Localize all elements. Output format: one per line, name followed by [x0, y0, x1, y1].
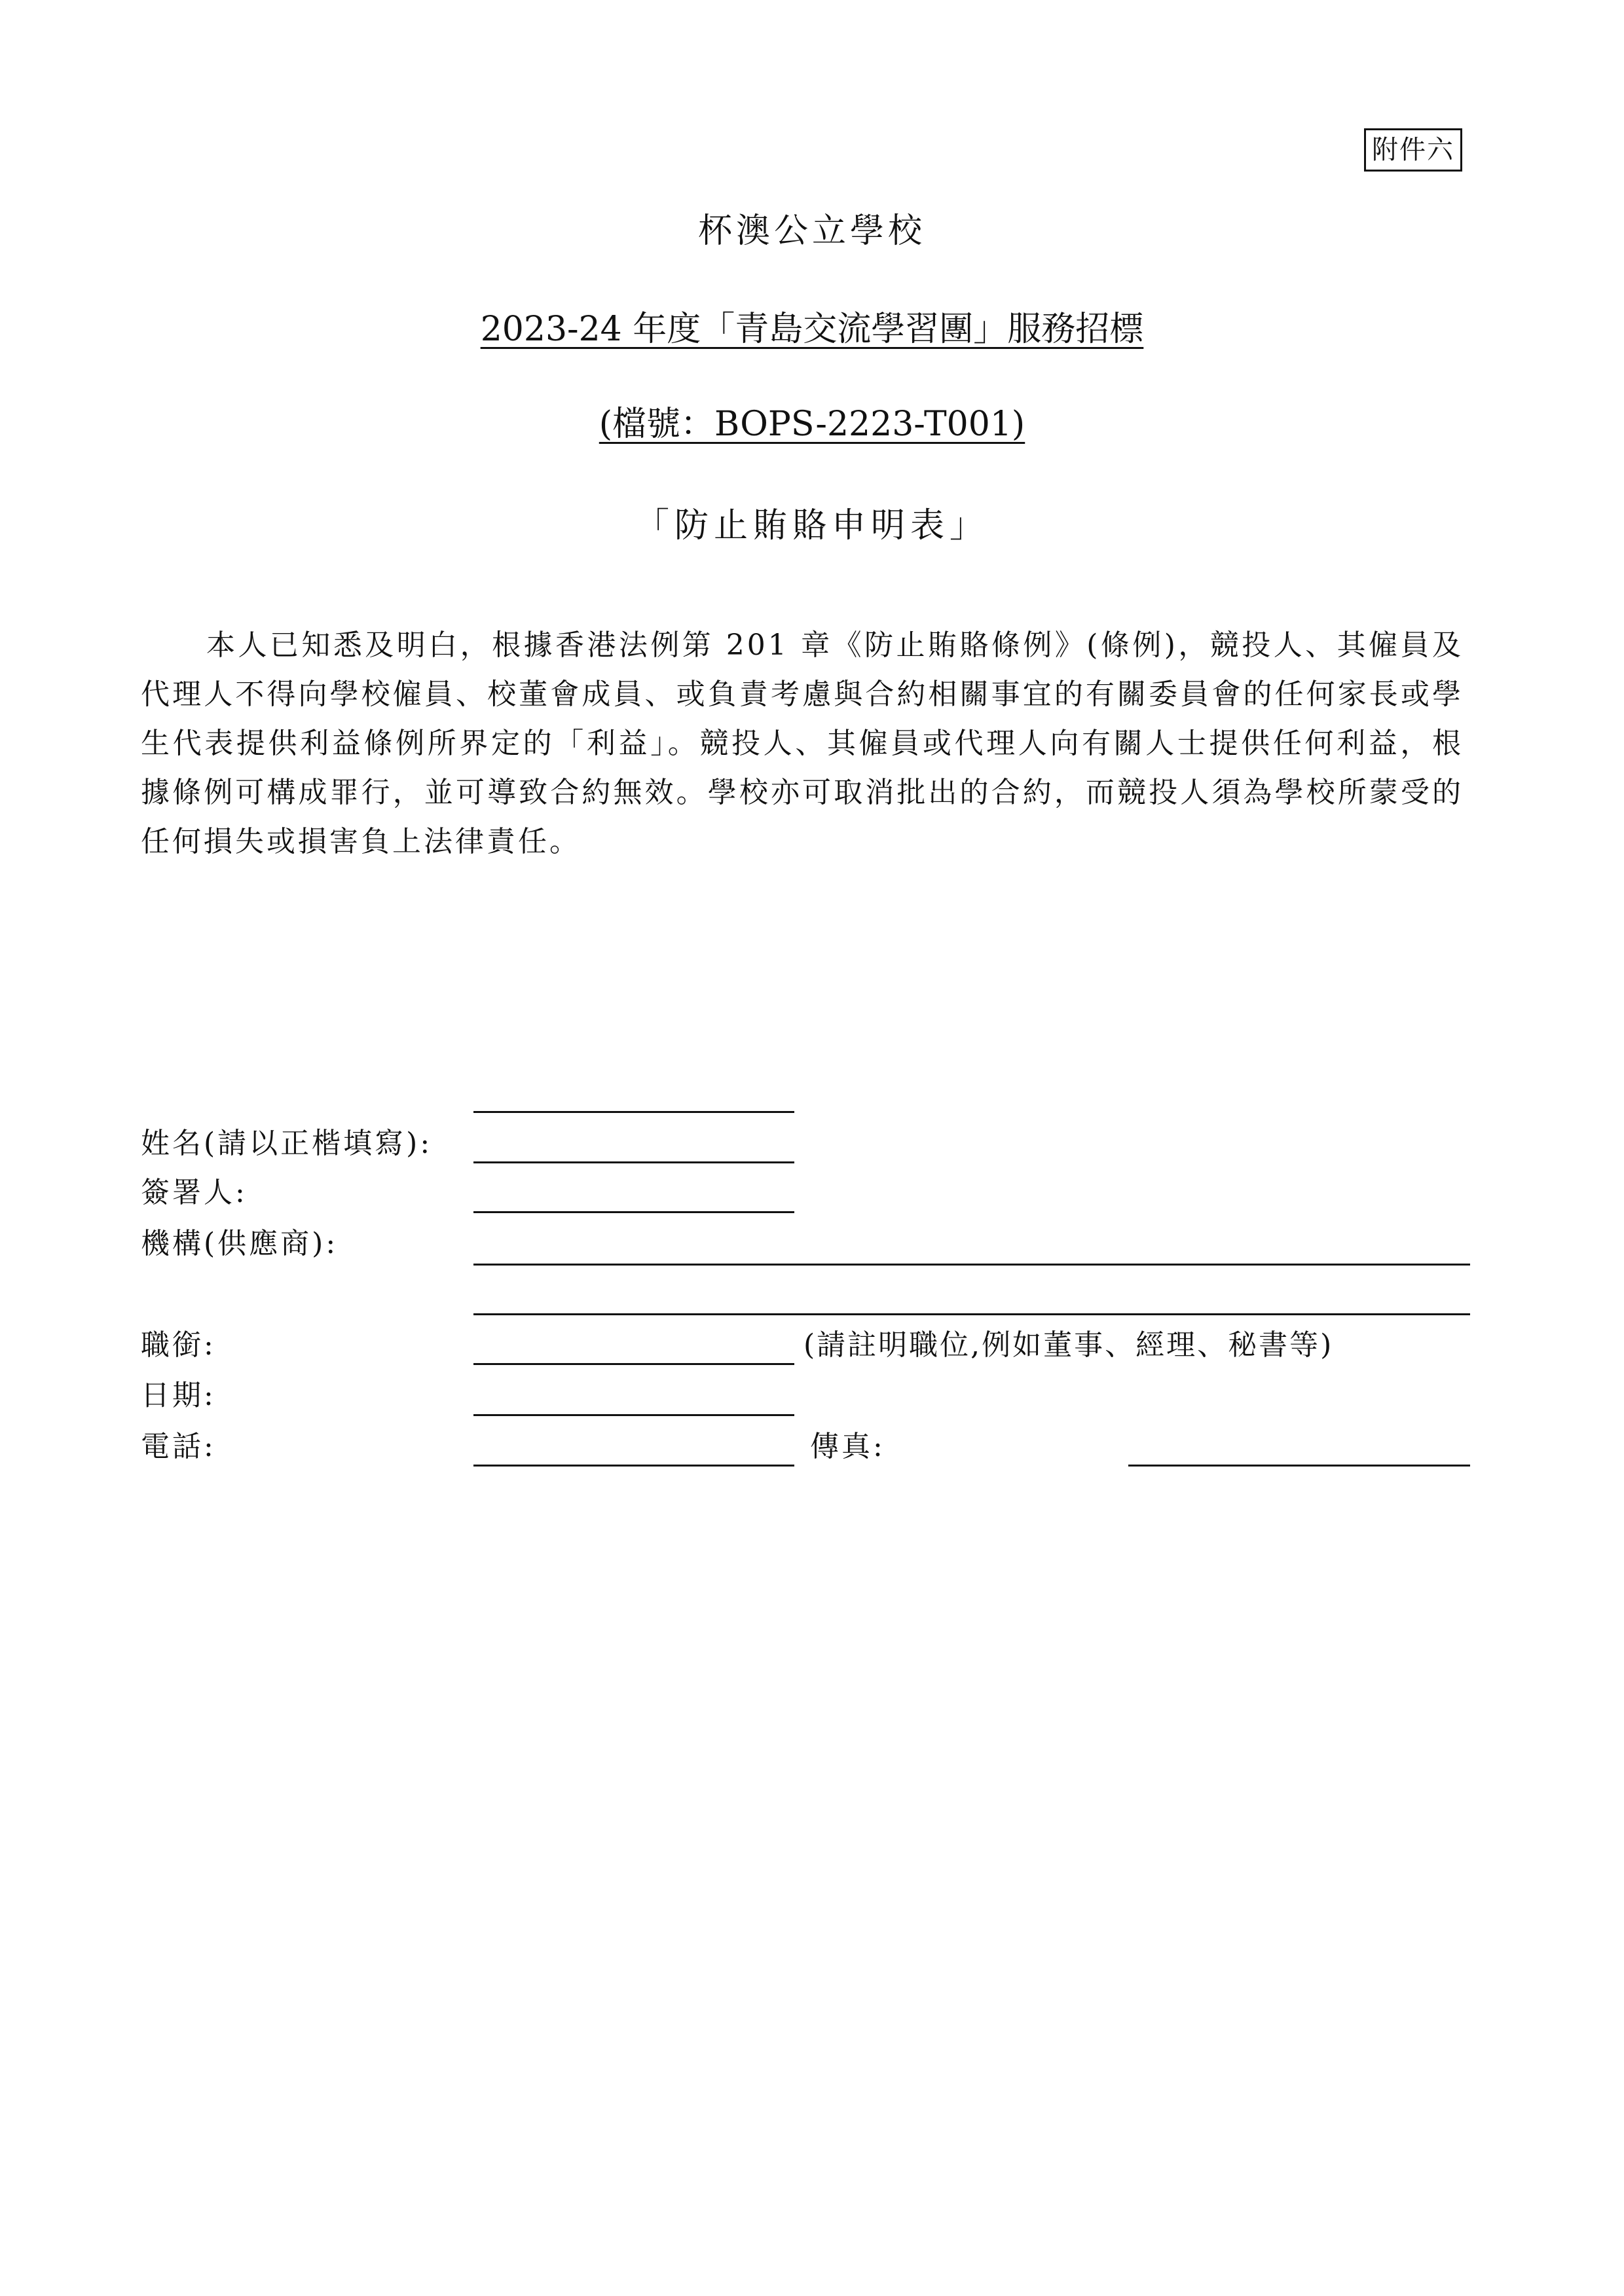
organization-line-1: [473, 1264, 1470, 1266]
position-line: [473, 1363, 794, 1365]
organization-label: 機構(供應商):: [141, 1227, 339, 1260]
name-top-line: [473, 1111, 794, 1113]
date-label: 日期:: [141, 1379, 216, 1412]
organization-line-2: [473, 1313, 1470, 1315]
signatory-line: [473, 1211, 794, 1213]
signatory-label: 簽署人:: [141, 1176, 248, 1209]
position-note: (請註明職位,例如董事、經理、秘書等): [803, 1328, 1334, 1362]
annex-label: 附件六: [1364, 128, 1462, 172]
phone-line: [473, 1465, 794, 1467]
phone-label: 電話:: [141, 1430, 216, 1463]
file-number: [0, 396, 1624, 445]
fax-line: [1128, 1465, 1470, 1467]
position-label: 職銜:: [141, 1328, 216, 1362]
form-title: 「防止賄賂申明表」: [635, 506, 989, 545]
file-number-text: (檔號：BOPS-2223-T001): [599, 405, 1025, 444]
school-name: 杯澳公立學校: [697, 211, 926, 251]
tender-title: [0, 301, 1624, 350]
declaration-paragraph: 本人已知悉及明白，根據香港法例第 201 章《防止賄賂條例》(條例)，競投人、其僱員及代理人不得向學校僱員、校董會成員、或負責考慮與合約相關事宜的有關委員會的任何家長或學生代表提供利益條例所界定的「利益」。競投人、其僱員或代理人向有關人士提供任何利益，根據條例可構成罪行，並可導致合約無效。學校亦可取消批出的合約，而競投人須為學校所蒙受的任何損失或損害負上法律責任。: [141, 629, 1464, 858]
name-label: 姓名(請以正楷填寫):: [141, 1127, 433, 1160]
name-signature-line: [473, 1161, 794, 1163]
tender-title-text: 2023-24 年度「青島交流學習團」服務招標: [480, 310, 1144, 349]
fax-label: 傳真:: [810, 1430, 885, 1463]
date-line: [473, 1414, 794, 1416]
